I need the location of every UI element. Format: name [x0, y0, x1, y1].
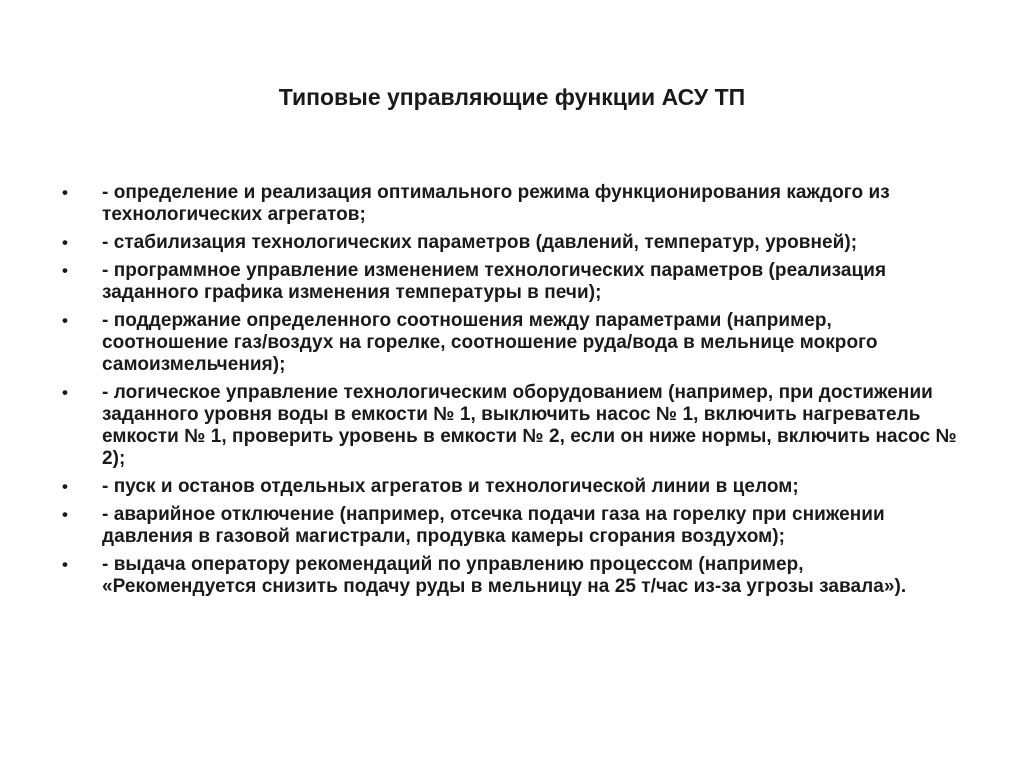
bullet-icon: • — [62, 383, 68, 402]
list-item-text: - определение и реализация оптимального режима функционирования каждого из технологических агрегатов; — [102, 182, 890, 225]
list-item-text: - логическое управление технологическим оборудованием (например, при достижении заданного уровня воды в емкости № 1, выключить насос № 1, включить нагреватель емкости № 1, проверить уровень в емкости № 2, если он ниже нормы, включить насос № 2); — [102, 382, 957, 469]
list-item-text: - программное управление изменением технологических параметров (реализация заданного графика изменения температуры в печи); — [102, 260, 887, 303]
slide-title: Типовые управляющие функции АСУ ТП — [278, 84, 746, 110]
list-item — [60, 554, 960, 598]
list-item — [60, 382, 960, 470]
bullet-icon: • — [62, 477, 68, 496]
bullet-icon: • — [62, 555, 68, 574]
list-item-text: - пуск и останов отдельных агрегатов и технологической линии в целом; — [102, 476, 799, 497]
list-item-text: - выдача оператору рекомендаций по управлению процессом (например, «Рекомендуется снизить подачу руды в мельницу на 25 т/час из-за угрозы завала»). — [102, 554, 907, 597]
bullet-icon: • — [62, 183, 68, 202]
bullet-icon: • — [62, 311, 68, 330]
bullet-icon: • — [62, 261, 68, 280]
list-item — [60, 260, 960, 304]
bullet-icon: • — [62, 505, 68, 524]
list-item-text: - аварийное отключение (например, отсечка подачи газа на горелку при снижении давления в газовой магистрали, продувка камеры сгорания воздухом); — [102, 504, 885, 547]
bullet-list — [60, 182, 960, 604]
list-item — [60, 310, 960, 376]
list-item-text: - поддержание определенного соотношения между параметрами (например, соотношение газ/воздух на горелке, соотношение руда/вода в мельнице мокрого самоизмельчения); — [102, 310, 878, 375]
list-item-text: - стабилизация технологических параметров (давлений, температур, уровней); — [102, 232, 858, 253]
list-item — [60, 476, 960, 498]
bullet-icon: • — [62, 233, 68, 252]
list-item — [60, 504, 960, 548]
list-item — [60, 182, 960, 226]
list-item — [60, 232, 960, 254]
